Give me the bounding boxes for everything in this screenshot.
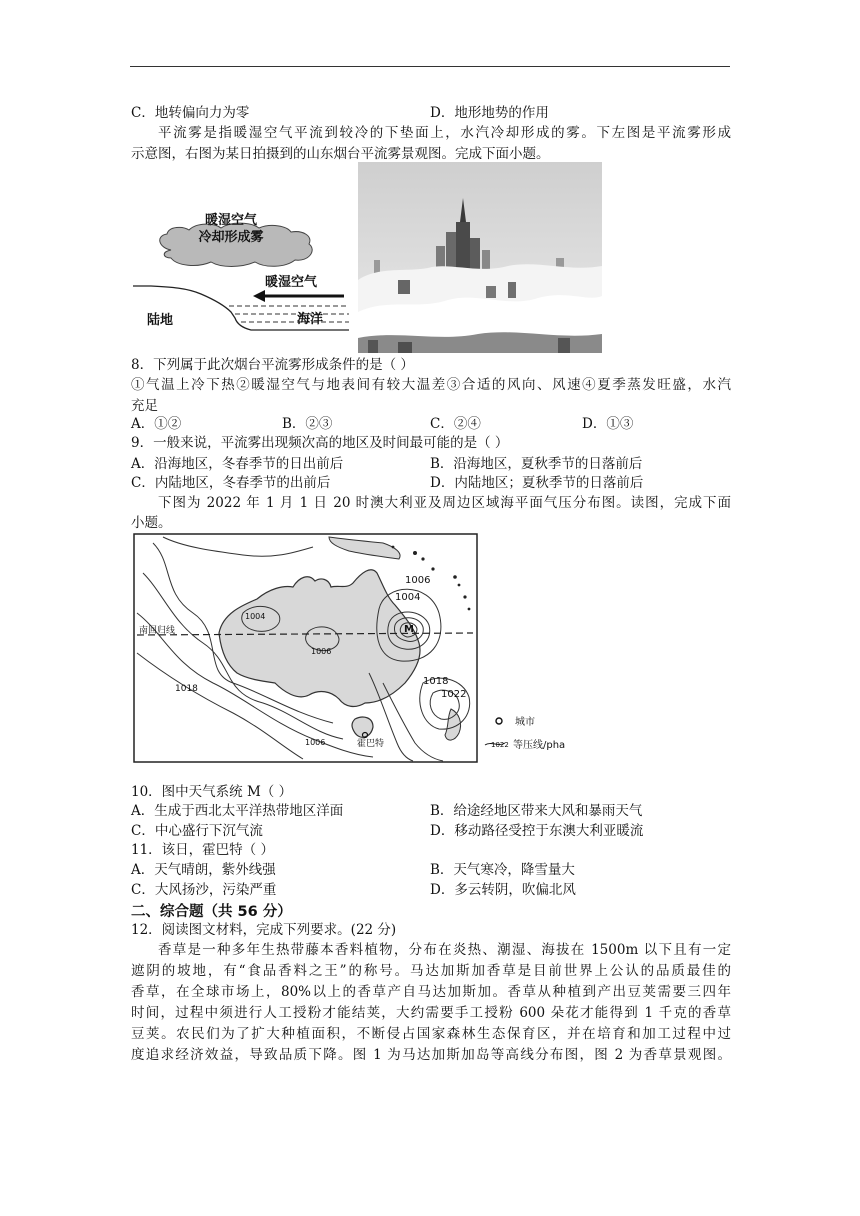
q12-para-line-4: 时间，过程中须进行人工授粉才能结荚，大约需要手工授粉 600 朵花才能得到 1 千克的香草 [131,1005,731,1021]
tropic-label: 南回归线 [139,626,176,636]
q12-para-line-6: 度追求经济效益，导致品质下降。图 1 为马达加斯加岛等高线分布图，图 2 为香草景观图。 [131,1047,731,1063]
cloud-label-1: 暖湿空气 [204,213,258,228]
isobar-label: 1004 [395,592,421,603]
isobar-label: 1004 [245,612,266,621]
fog-intro-line-1: 平流雾是指暖湿空气平流到较冷的下垫面上，水汽冷却形成的雾。下左图是平流雾形成 [158,125,731,141]
q10-stem: 10．图中天气系统 M（ ） [131,784,293,800]
isobar-label: 1006 [311,647,332,656]
q10-option-a: A．生成于西北太平洋热带地区洋面 [131,803,344,819]
isobar-label: 1018 [423,676,449,687]
land-label: 陆地 [147,313,174,328]
q8-option-d: D．①③ [582,416,634,432]
q12-para-line-3: 香草，在全球市场上，80%以上的香草产自马达加斯加。香草从种植到产出豆荚需要三四年 [131,984,731,1000]
header-rule [130,66,730,67]
q11-option-b: B．天气寒冷，降雪量大 [430,862,575,878]
q12-para-line-5: 豆荚。农民们为了扩大种植面积，不断侵占国家森林生态保育区，并在培育和加工过程中过 [131,1026,731,1042]
wind-arrow-head [253,290,265,302]
q8-option-b: B．②③ [282,416,333,432]
yantai-fog-photo [358,162,602,353]
legend-isobar-value: 1022 [491,741,509,749]
q11-stem: 11．该日，霍巴特（ ） [131,842,274,858]
q11-option-c: C．大风扬沙，污染严重 [131,882,277,898]
fog-formation-diagram [131,190,356,342]
q12-para-line-1: 香草是一种多年生热带藤本香料植物，分布在炎热、潮湿、海拔在 1500m 以下且有一定 [158,942,731,958]
q10-option-d: D．移动路径受控于东澳大利亚暖流 [430,823,644,839]
fog-intro-line-2: 示意图，右图为某日拍摄到的山东烟台平流雾景观图。完成下面小题。 [131,146,550,162]
q8-stem: 8．下列属于此次烟台平流雾形成条件的是（ ） [131,357,414,373]
legend-city-symbol [496,718,502,724]
sea-level-pressure-map [133,533,593,765]
q8-option-a: A．①② [131,416,182,432]
isobar-label: 1022 [441,689,467,700]
isobar-label: 1006 [405,575,431,586]
q9-option-c: C．内陆地区，冬春季节的出前后 [131,475,331,491]
q7-option-c: C．地转偏向力为零 [131,105,250,121]
q9-option-b: B．沿海地区，夏秋季节的日落前后 [430,456,643,472]
map-intro-line-2: 小题。 [131,515,172,531]
q11-option-d: D．多云转阴，吹偏北风 [430,882,576,898]
legend-isobar-label: 等压线/pha [513,740,566,751]
q10-option-c: C．中心盛行下沉气流 [131,823,263,839]
sea-label: 海洋 [297,312,324,327]
arrow-label: 暖湿空气 [264,275,318,290]
isobar-label: 1006 [305,738,326,747]
legend-city-label: 城市 [515,717,535,728]
q10-option-b: B．给途经地区带来大风和暴雨天气 [430,803,643,819]
q12-para-line-2: 遮阴的坡地，有“食品香料之王”的称号。马达加斯加香草是目前世界上公认的品质最佳的 [131,963,731,979]
q8-option-c: C．②④ [430,416,481,432]
q8-conditions-line-2: 充足 [131,398,158,414]
q9-stem: 9．一般来说，平流雾出现频次高的地区及时间最可能的是（ ） [131,435,509,451]
map-intro-line-1: 下图为 2022 年 1 月 1 日 20 时澳大利亚及周边区域海平面气压分布图。读图，完成下面 [158,495,731,511]
isobar-label: 1018 [175,684,198,694]
weather-system-m-label: M [404,624,414,635]
q9-option-d: D．内陆地区；夏秋季节的日落前后 [430,475,644,491]
q9-option-a: A．沿海地区，冬春季节的日出前后 [131,456,344,472]
q8-conditions-line-1: ①气温上冷下热②暖湿空气与地表间有较大温差③合适的风向、风速④夏季蒸发旺盛，水汽 [131,377,731,393]
q7-option-d: D．地形地势的作用 [430,105,549,121]
section-heading: 二、综合题（共 56 分） [131,904,292,920]
q11-option-a: A．天气晴朗，紫外线强 [131,862,276,878]
hobart-label: 霍巴特 [357,739,385,749]
cloud-label-2: 冷却形成雾 [198,230,264,245]
q12-stem: 12．阅读图文材料，完成下列要求。(22 分) [131,922,397,938]
